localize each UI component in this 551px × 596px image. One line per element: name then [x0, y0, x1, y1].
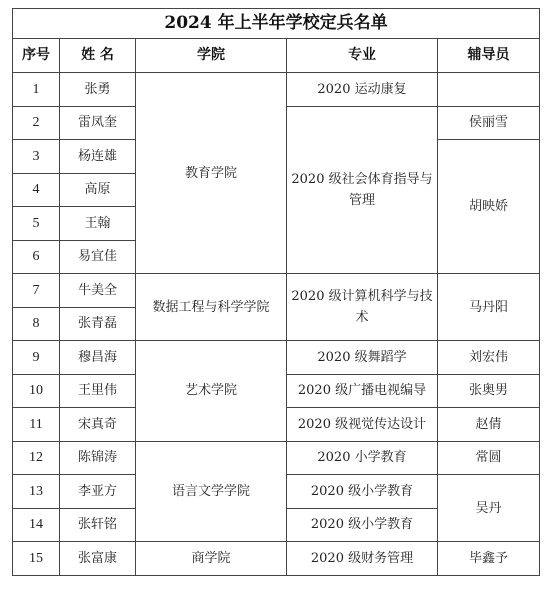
row-number: 5	[13, 207, 60, 241]
table-title: 2024 年上半年学校定兵名单	[13, 9, 540, 39]
major-cell: 2020 小学教育	[287, 441, 438, 475]
table-row	[13, 274, 540, 308]
college-cell: 艺术学院	[136, 341, 287, 442]
table-row	[13, 341, 540, 375]
row-number: 4	[13, 173, 60, 207]
roster-table	[12, 8, 540, 576]
row-name: 易宜佳	[60, 240, 136, 274]
row-number: 9	[13, 341, 60, 375]
major-cell: 2020 运动康复	[287, 73, 438, 107]
row-number: 14	[13, 508, 60, 542]
row-number: 12	[13, 441, 60, 475]
row-name: 张勇	[60, 73, 136, 107]
header-major: 专业	[287, 39, 438, 73]
college-cell: 商学院	[136, 542, 287, 576]
table-row	[13, 441, 540, 475]
table-row	[13, 73, 540, 107]
counselor-cell: 马丹阳	[438, 274, 540, 341]
counselor-cell: 吴丹	[438, 475, 540, 542]
college-cell: 教育学院	[136, 73, 287, 274]
major-cell: 2020 级视觉传达设计	[287, 408, 438, 442]
row-name: 陈锦涛	[60, 441, 136, 475]
row-name: 张青磊	[60, 307, 136, 341]
row-number: 1	[13, 73, 60, 107]
counselor-cell: 刘宏伟	[438, 341, 540, 375]
row-name: 张轩铭	[60, 508, 136, 542]
counselor-cell: 常圆	[438, 441, 540, 475]
counselor-cell: 赵倩	[438, 408, 540, 442]
row-number: 8	[13, 307, 60, 341]
counselor-cell	[438, 73, 540, 107]
major-cell: 2020 级小学教育	[287, 508, 438, 542]
row-number: 13	[13, 475, 60, 509]
table-row	[13, 542, 540, 576]
row-number: 3	[13, 140, 60, 174]
header-row	[13, 39, 540, 73]
row-name: 雷凤奎	[60, 106, 136, 140]
major-cell: 2020 级社会体育指导与管理	[287, 106, 438, 274]
row-number: 2	[13, 106, 60, 140]
college-cell: 语言文学学院	[136, 441, 287, 542]
header-college: 学院	[136, 39, 287, 73]
counselor-cell: 胡映娇	[438, 140, 540, 274]
header-no: 序号	[13, 39, 60, 73]
row-number: 7	[13, 274, 60, 308]
college-cell: 数据工程与科学学院	[136, 274, 287, 341]
major-cell: 2020 级计算机科学与技术	[287, 274, 438, 341]
row-name: 高原	[60, 173, 136, 207]
row-number: 10	[13, 374, 60, 408]
row-name: 牛美全	[60, 274, 136, 308]
row-name: 杨连雄	[60, 140, 136, 174]
row-name: 李亚方	[60, 475, 136, 509]
row-number: 15	[13, 542, 60, 576]
row-number: 6	[13, 240, 60, 274]
counselor-cell: 张奥男	[438, 374, 540, 408]
row-number: 11	[13, 408, 60, 442]
row-name: 穆昌海	[60, 341, 136, 375]
major-cell: 2020 级广播电视编导	[287, 374, 438, 408]
major-cell: 2020 级财务管理	[287, 542, 438, 576]
row-name: 宋真奇	[60, 408, 136, 442]
major-cell: 2020 级小学教育	[287, 475, 438, 509]
row-name: 张富康	[60, 542, 136, 576]
row-name: 王翰	[60, 207, 136, 241]
major-cell: 2020 级舞蹈学	[287, 341, 438, 375]
header-counselor: 辅导员	[438, 39, 540, 73]
counselor-cell: 侯丽雪	[438, 106, 540, 140]
counselor-cell: 毕鑫予	[438, 542, 540, 576]
row-name: 王里伟	[60, 374, 136, 408]
header-name: 姓 名	[60, 39, 136, 73]
